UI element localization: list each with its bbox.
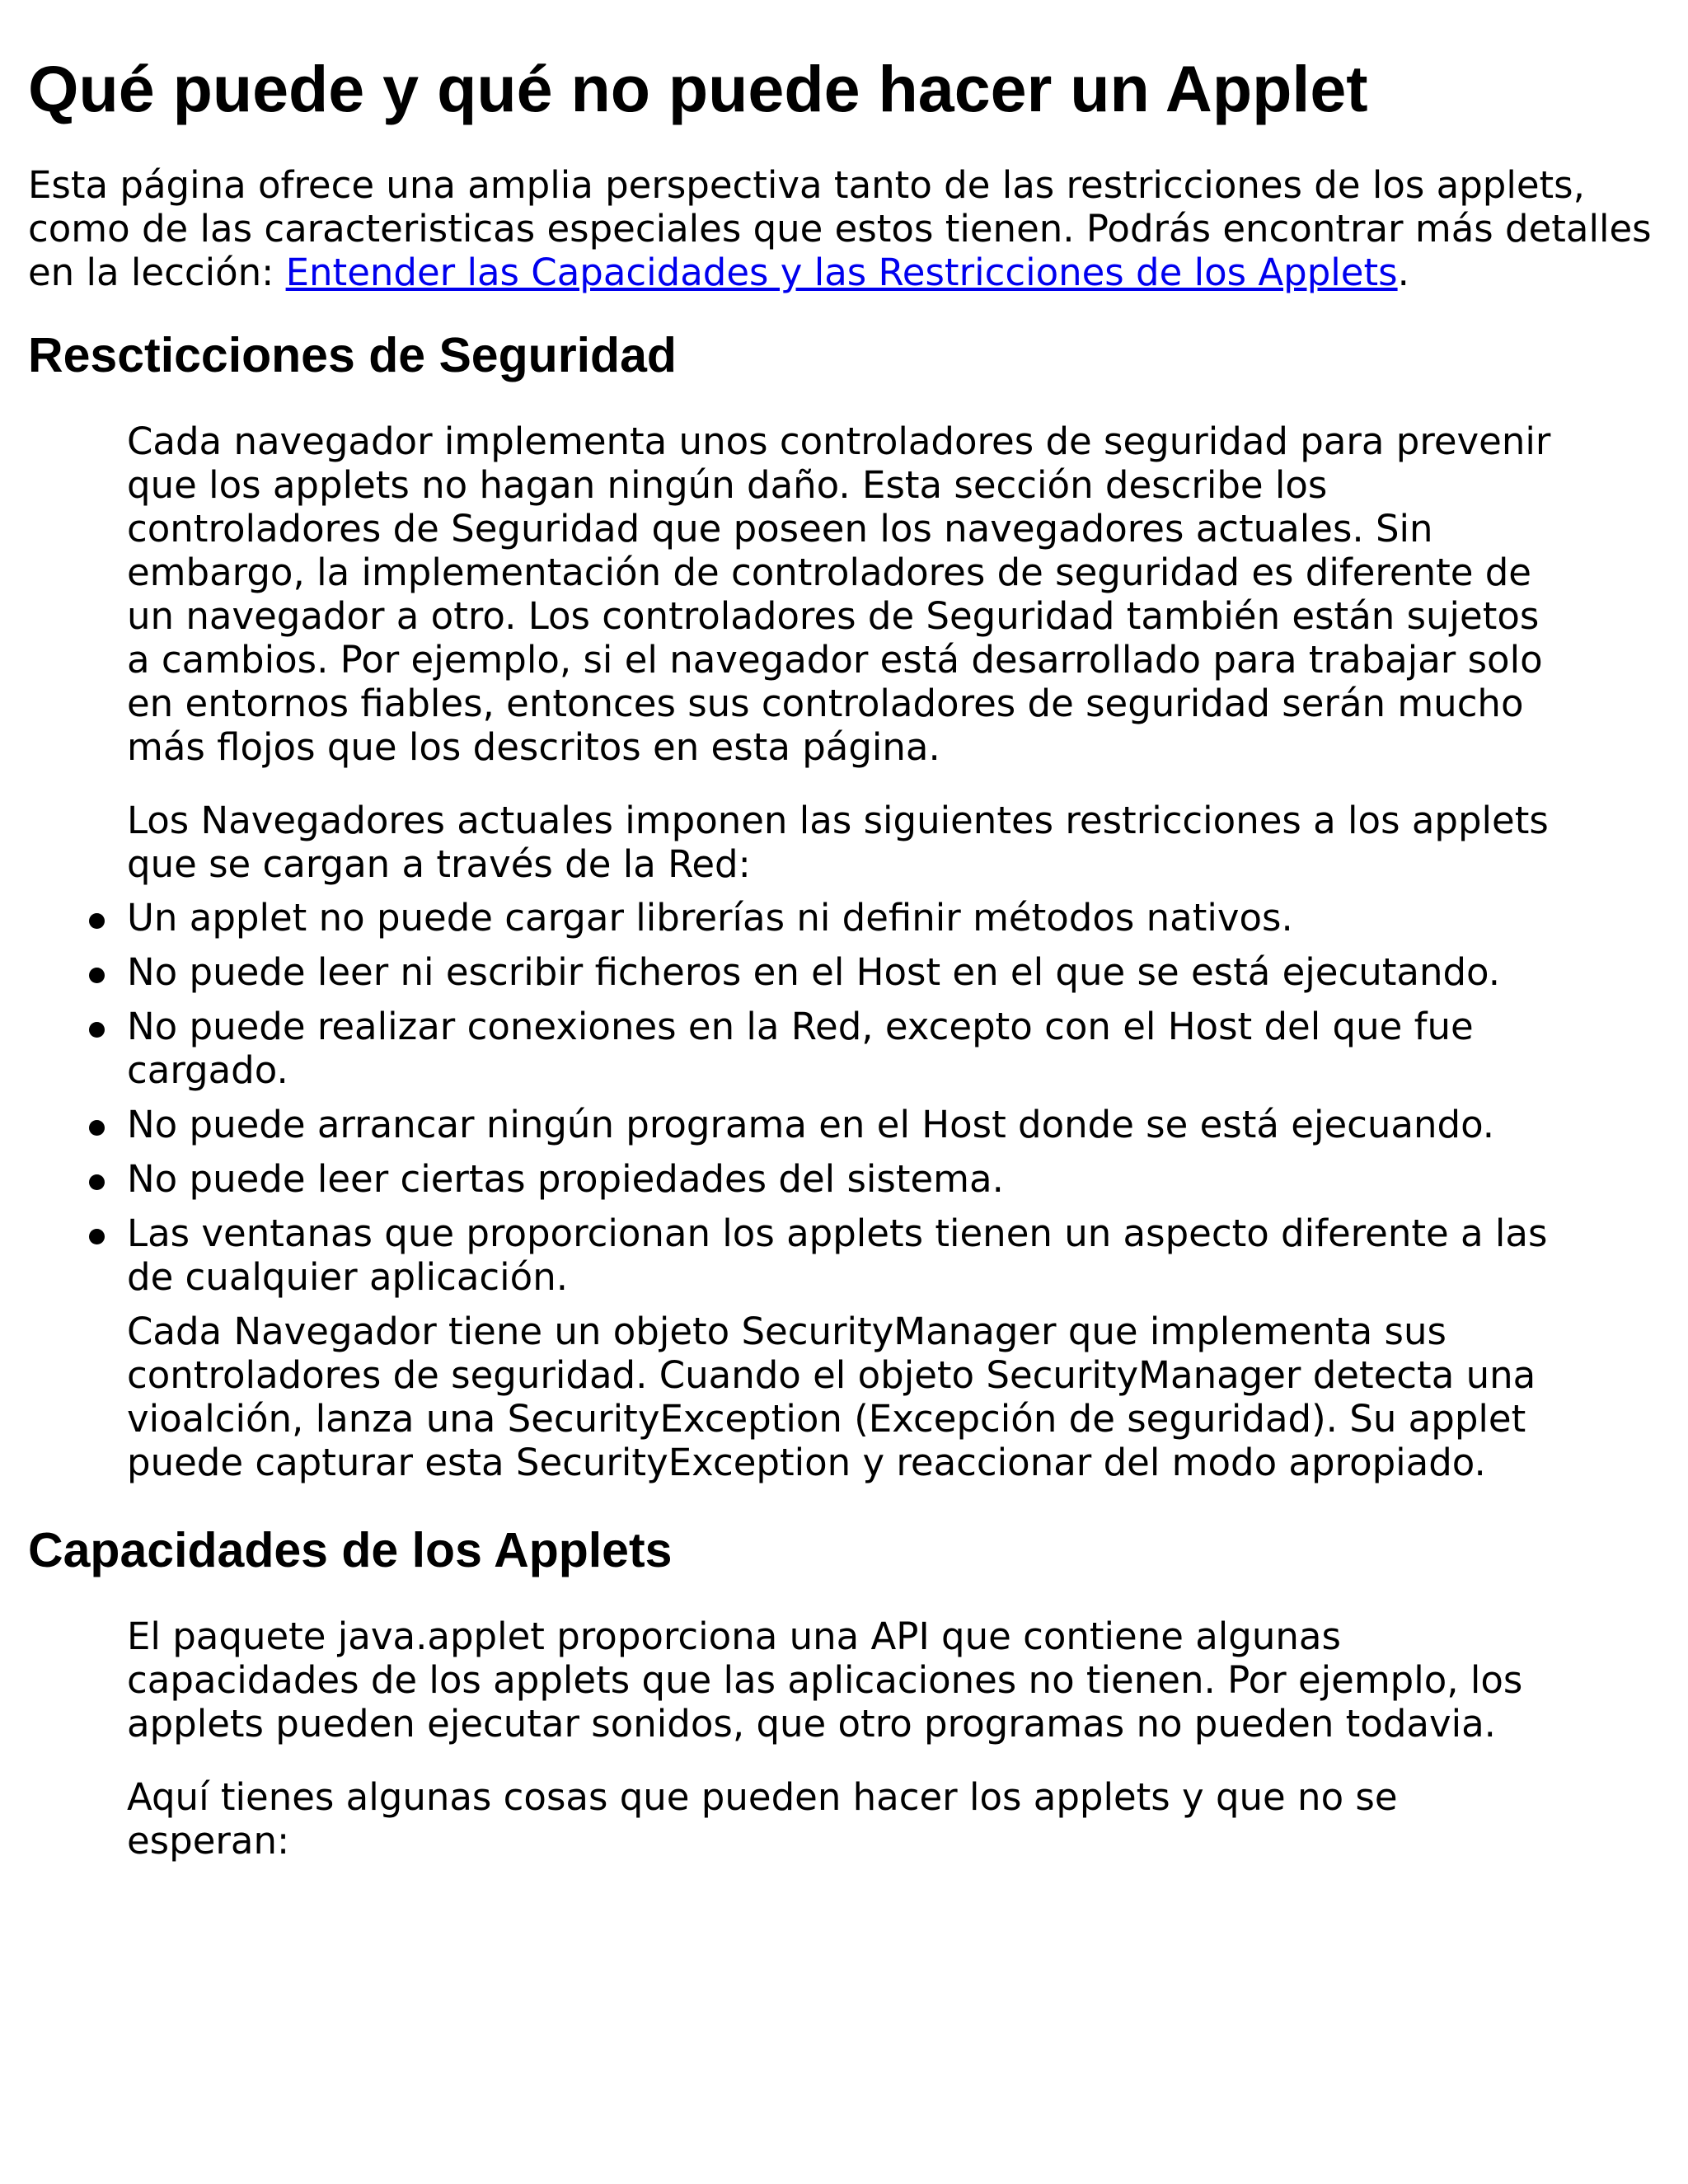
intro-text: Esta página ofrece una amplia perspectiva tanto de las restricciones de los applets, como de las caracteristicas especiales que estos tienen. Podrás encontrar más detalles en la lección:	[28, 163, 1652, 294]
list-item: No puede leer ciertas propiedades del sistema.	[127, 1157, 1569, 1201]
capabilities-section	[127, 1615, 1569, 1863]
security-section-end	[127, 1310, 1569, 1484]
intro-paragraph	[28, 163, 1660, 294]
restrictions-list	[28, 896, 1569, 1299]
list-item: No puede arrancar ningún programa en el Host donde se está ejecuando.	[127, 1103, 1569, 1146]
intro-text-end: .	[1397, 251, 1409, 294]
capabilities-paragraph-1: El paquete java.applet proporciona una API que contiene algunas capacidades de los applets que las aplicaciones no tienen. Por ejemplo, los applets pueden ejecutar sonidos, que otro programas no pueden todavia.	[127, 1615, 1523, 1746]
page-title: Qué puede y qué no puede hacer un Applet	[28, 52, 1368, 125]
security-heading: Rescticciones de Seguridad	[28, 328, 677, 382]
security-paragraph-2: Los Navegadores actuales imponen las siguientes restricciones a los applets que se cargan a través de la Red:	[127, 799, 1549, 886]
security-section	[127, 419, 1569, 886]
list-item: Las ventanas que proporcionan los applets tienen un aspecto diferente a las de cualquier aplicación.	[127, 1212, 1569, 1299]
list-item: No puede realizar conexiones en la Red, excepto con el Host del que fue cargado.	[127, 1005, 1569, 1092]
security-paragraph-1: Cada navegador implementa unos controladores de seguridad para prevenir que los applets no hagan ningún daño. Esta sección describe los controladores de Seguridad que poseen los navegadores actuales. Sin embargo, la implementación de controladores de seguridad es diferente de un navegador a otro. Los controladores de Seguridad también están sujetos a cambios. Por ejemplo, si el navegador está desarrollado para trabajar solo en entornos fiables, entonces sus controladores de seguridad serán mucho más flojos que los descritos en esta página.	[127, 419, 1551, 769]
security-paragraph-3: Cada Navegador tiene un objeto SecurityManager que implementa sus controladores de seguridad. Cuando el objeto SecurityManager detecta una vioalción, lanza una SecurityException (Excepción de seguridad). Su applet puede capturar esta SecurityException y reaccionar del modo apropiado.	[127, 1310, 1536, 1484]
list-item: No puede leer ni escribir ficheros en el Host en el que se está ejecutando.	[127, 950, 1569, 994]
list-item: Un applet no puede cargar librerías ni definir métodos nativos.	[127, 896, 1569, 940]
capabilities-paragraph-2: Aquí tienes algunas cosas que pueden hacer los applets y que no se esperan:	[127, 1775, 1398, 1863]
capabilities-restrictions-link[interactable]: Entender las Capacidades y las Restricciones de los Applets	[285, 251, 1398, 294]
capabilities-heading: Capacidades de los Applets	[28, 1523, 673, 1577]
